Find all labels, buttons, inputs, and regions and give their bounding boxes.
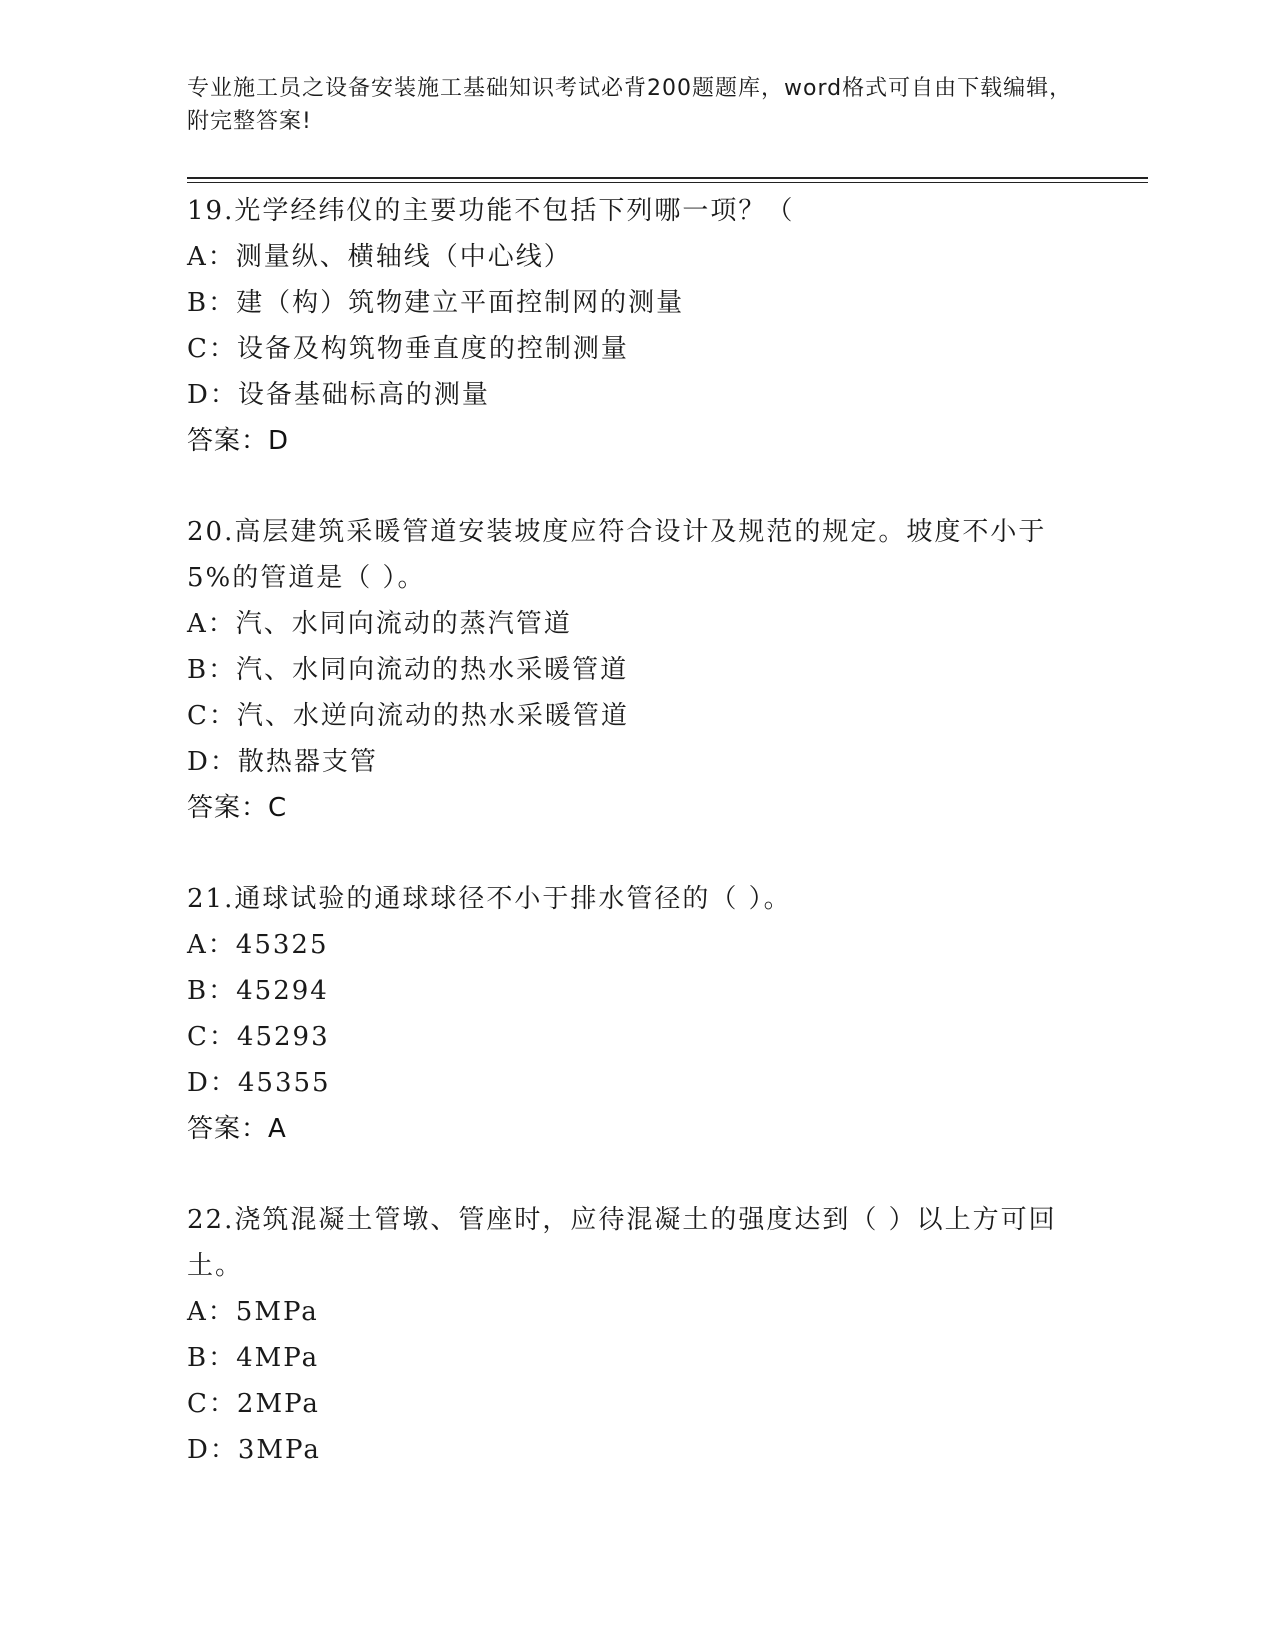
option-b <box>187 280 1087 326</box>
option-d <box>187 1427 1087 1473</box>
option-a <box>187 922 1087 968</box>
option-text: 5MPa <box>235 1297 319 1327</box>
option-text: 设备及构筑物垂直度的控制测量 <box>236 334 629 364</box>
answer-label: 答案：C <box>187 793 288 823</box>
option-text: 汽、水同向流动的热水采暖管道 <box>236 655 629 685</box>
option-b <box>187 968 1087 1014</box>
question-stem: 21.通球试验的通球球径不小于排水管径的（ ）。 <box>187 884 792 914</box>
option-text: 汽、水同向流动的蒸汽管道 <box>235 609 572 639</box>
option-key: A： <box>187 242 236 272</box>
option-key: B： <box>187 1343 237 1373</box>
question-stem: 19.光学经纬仪的主要功能不包括下列哪一项？（ <box>187 196 795 226</box>
option-text: 4MPa <box>236 1343 320 1373</box>
option-text: 45293 <box>236 1022 330 1052</box>
question-22 <box>187 1197 1087 1473</box>
option-a <box>187 1289 1087 1335</box>
option-key: C： <box>187 334 237 364</box>
answer-label: 答案：D <box>187 426 290 456</box>
document-header: 专业施工员之设备安装施工基础知识考试必背200题题库，word格式可自由下载编辑，附完整答案! <box>187 76 1073 134</box>
option-key: C： <box>187 1022 237 1052</box>
question-list <box>187 188 1087 1518</box>
option-text: 2MPa <box>236 1389 320 1419</box>
option-text: 45325 <box>235 930 329 960</box>
option-a <box>187 601 1087 647</box>
question-stem: 22.浇筑混凝土管墩、管座时，应待混凝土的强度达到（ ）以上方可回土。 <box>187 1205 1057 1281</box>
option-a <box>187 234 1087 280</box>
option-b <box>187 1335 1087 1381</box>
option-key: D： <box>187 1435 238 1465</box>
option-key: C： <box>187 1389 237 1419</box>
option-key: C： <box>187 701 237 731</box>
option-key: A： <box>187 930 236 960</box>
option-text: 45355 <box>237 1068 331 1098</box>
option-key: B： <box>187 655 237 685</box>
option-text: 散热器支管 <box>237 747 378 777</box>
option-text: 汽、水逆向流动的热水采暖管道 <box>236 701 629 731</box>
question-21 <box>187 876 1087 1152</box>
option-c <box>187 1014 1087 1060</box>
option-text: 3MPa <box>237 1435 321 1465</box>
header-rule-thick <box>187 177 1148 179</box>
option-d <box>187 372 1087 418</box>
option-d <box>187 1060 1087 1106</box>
question-20 <box>187 509 1087 831</box>
option-key: B： <box>187 288 237 318</box>
option-c <box>187 1381 1087 1427</box>
option-key: D： <box>187 380 238 410</box>
option-key: B： <box>187 976 237 1006</box>
option-key: A： <box>187 609 236 639</box>
option-d <box>187 739 1087 785</box>
option-text: 建（构）筑物建立平面控制网的测量 <box>236 288 685 318</box>
answer-label: 答案：A <box>187 1114 287 1144</box>
option-text: 测量纵、横轴线（中心线） <box>235 242 572 272</box>
option-key: A： <box>187 1297 236 1327</box>
option-c <box>187 693 1087 739</box>
question-19 <box>187 188 1087 464</box>
option-key: D： <box>187 1068 238 1098</box>
header-rule-thin <box>187 182 1148 183</box>
option-text: 45294 <box>236 976 329 1006</box>
question-stem: 20.高层建筑采暖管道安装坡度应符合设计及规范的规定。坡度不小于5%的管道是（ ）。 <box>187 517 1047 593</box>
option-b <box>187 647 1087 693</box>
option-c <box>187 326 1087 372</box>
option-text: 设备基础标高的测量 <box>237 380 490 410</box>
option-key: D： <box>187 747 238 777</box>
